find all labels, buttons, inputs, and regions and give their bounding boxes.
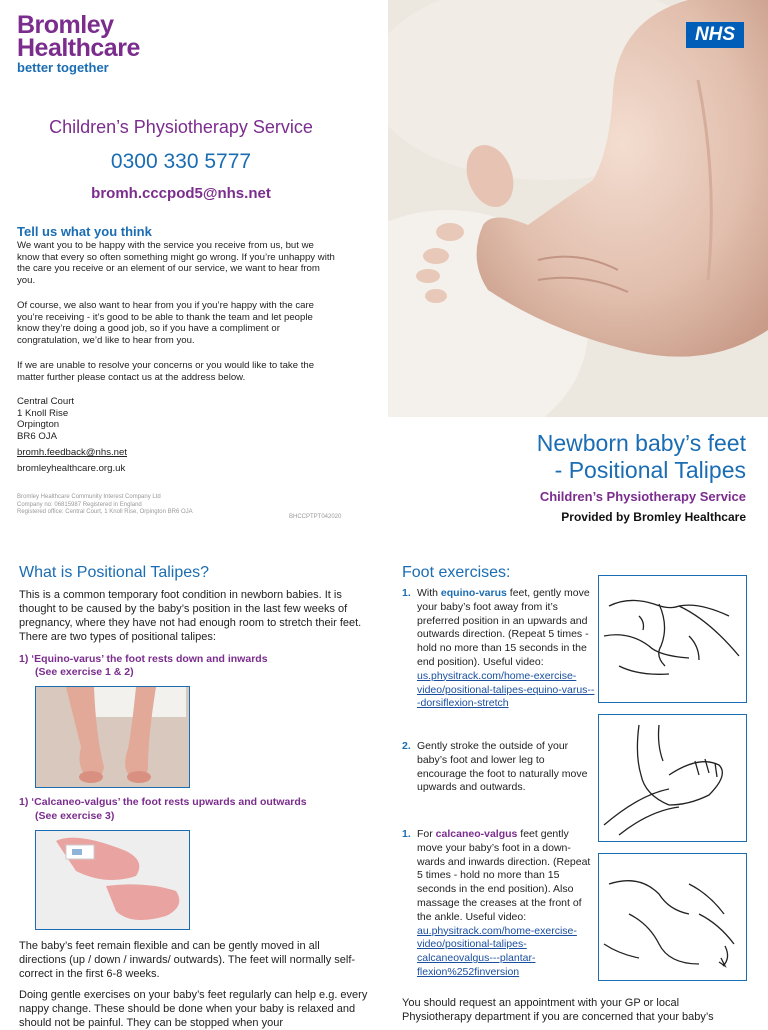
- address-line: Orpington: [17, 419, 60, 431]
- calcaneo-valgus-feet-image: [36, 831, 190, 930]
- exercises-note-text: Doing gentle exercises on your baby’s feet regularly can help e.g. every nappy change. These should be done when your baby is relaxed and should not be painful. They can be stopped when your: [19, 989, 368, 1029]
- feedback-paragraph-3: If we are unable to resolve your concerns or you would like to take the matter further please contact us at the address below.: [17, 360, 315, 383]
- legal-footer: [17, 494, 277, 517]
- address-line: BR6 OJA: [17, 430, 57, 442]
- leaflet-title-line-2: - Positional Talipes: [554, 457, 746, 483]
- hands-foot-flexion-drawing: [599, 854, 746, 980]
- feedback-paragraph-2: Of course, we also want to hear from you if you’re happy with the care you’re receiving - it’s good to be able to thank the team and let people know they’re doing a good job, so if you have a compliment or congratulation, we’d like to hear from you.: [17, 300, 315, 346]
- stroke-foot-drawing: [599, 715, 746, 841]
- what-is-heading: What is Positional Talipes?: [19, 564, 210, 581]
- address-line: Central Court: [17, 396, 75, 407]
- hands-foot-stretch-drawing: [599, 576, 746, 702]
- calcaneo-valgus-photo: [35, 830, 190, 930]
- baby-foot-photo: [388, 0, 768, 417]
- feedback-email-link[interactable]: bromh.feedback@nhs.net: [17, 447, 128, 458]
- legal-line: Bromley Healthcare Community Interest Company Ltd: [17, 494, 161, 500]
- logo-healthcare: Healthcare: [17, 34, 140, 62]
- exercise-text-body: feet, gently move your baby’s foot away from it’s preferred position in an upwards and outwards direction. (Repeat 5 times - hold no more than 15 seconds in the end position). Useful video:: [417, 587, 590, 668]
- exercise-text: [417, 587, 595, 711]
- nhs-logo: NHS: [686, 22, 744, 48]
- equino-varus-feet-image: [36, 687, 190, 788]
- logo-tagline: better together: [17, 60, 109, 75]
- exercise-text-pre: For: [417, 828, 436, 840]
- exercise-term: calcaneo-valgus: [435, 828, 518, 840]
- leaflet-title-line-1: Newborn baby’s feet: [536, 430, 746, 456]
- leaflet-subtitle: Children’s Physiotherapy Service: [539, 489, 746, 504]
- exercise-text-body: feet gently move your baby’s foot in a down-wards and inwards direction. (Repeat 5 times - hold no more than 15 seconds in the end position). Also massage the creases at the front of the ankle. Useful video:: [417, 828, 591, 923]
- type-calcaneo-valgus-label: 1) ‘Calcaneo-valgus’ the foot rests upwards and outwards: [19, 796, 307, 808]
- exercise-text: [417, 828, 595, 980]
- exercise-1-illustration: [598, 575, 747, 703]
- feet-flexible-text: The baby’s feet remain flexible and can be gently moved in all directions (up / down / inwards/ outwards). The feet will normally self-correct in the first 6-8 weeks.: [19, 940, 356, 980]
- equino-varus-photo: [35, 686, 190, 788]
- type-calcaneo-valgus-ref: (See exercise 3): [35, 810, 115, 822]
- phone-number[interactable]: 0300 330 5777: [110, 150, 252, 173]
- provided-by: Provided by Bromley Healthcare: [561, 510, 746, 524]
- postal-address: [17, 396, 217, 442]
- service-heading: Children’s Physiotherapy Service: [49, 117, 313, 137]
- feedback-paragraph-1: We want you to be happy with the service you receive from us, but we know that every so often something might go wrong. If you’re unhappy with the care you receive or an element of our service, we want to hear from you.: [17, 240, 335, 286]
- feedback-heading: Tell us what you think: [17, 224, 152, 239]
- foot-exercises-heading: Foot exercises:: [402, 564, 511, 581]
- document-code: BHCCPTPT042020: [289, 514, 342, 520]
- exercise-text-pre: With: [417, 587, 441, 599]
- address-line: 1 Knoll Rise: [17, 407, 69, 419]
- exercise-text: Gently stroke the outside of your baby’s foot and lower leg to encourage the foot to naturally move upwards and outwards.: [417, 740, 588, 794]
- exercise-2-illustration: [598, 714, 747, 842]
- baby-foot-illustration: [388, 0, 768, 417]
- exercise-3-video-link[interactable]: au.physitrack.com/home-exercise-video/positional-talipes-calcaneovalgus---plantar-flexion%252finversion: [417, 924, 577, 978]
- legal-line: Registered office: Central Court, 1 Knoll Rise, Orpington BR6 OJA: [17, 509, 193, 515]
- exercise-number: 1.: [402, 828, 411, 840]
- what-is-intro: This is a common temporary foot condition in newborn babies. It is thought to be caused by the baby’s position in the last few weeks of pregnancy, where they have not had enough room to stretch their feet. There are two types of positional talipes:: [19, 589, 362, 643]
- exercise-1-video-link[interactable]: us.physitrack.com/home-exercise-video/positional-talipes-equino-varus---dorsiflexion-stretch: [417, 669, 595, 710]
- website-link[interactable]: bromleyhealthcare.org.uk: [17, 463, 126, 474]
- exercise-term: equino-varus: [440, 587, 507, 599]
- request-appointment-text: You should request an appointment with your GP or local Physiotherapy department if you are concerned that your baby’s: [402, 997, 714, 1023]
- exercise-number: 1.: [402, 587, 411, 599]
- exercise-3-illustration: [598, 853, 747, 981]
- exercise-number: 2.: [402, 740, 411, 752]
- type-equino-varus-ref: (See exercise 1 & 2): [35, 666, 134, 678]
- service-email[interactable]: bromh.cccpod5@nhs.net: [91, 185, 271, 202]
- type-equino-varus-label: 1) ‘Equino-varus’ the foot rests down and inwards: [19, 653, 268, 665]
- logo-bromley: Bromley: [17, 11, 114, 39]
- legal-line: Company no: 06815987 Registered in England: [17, 501, 142, 508]
